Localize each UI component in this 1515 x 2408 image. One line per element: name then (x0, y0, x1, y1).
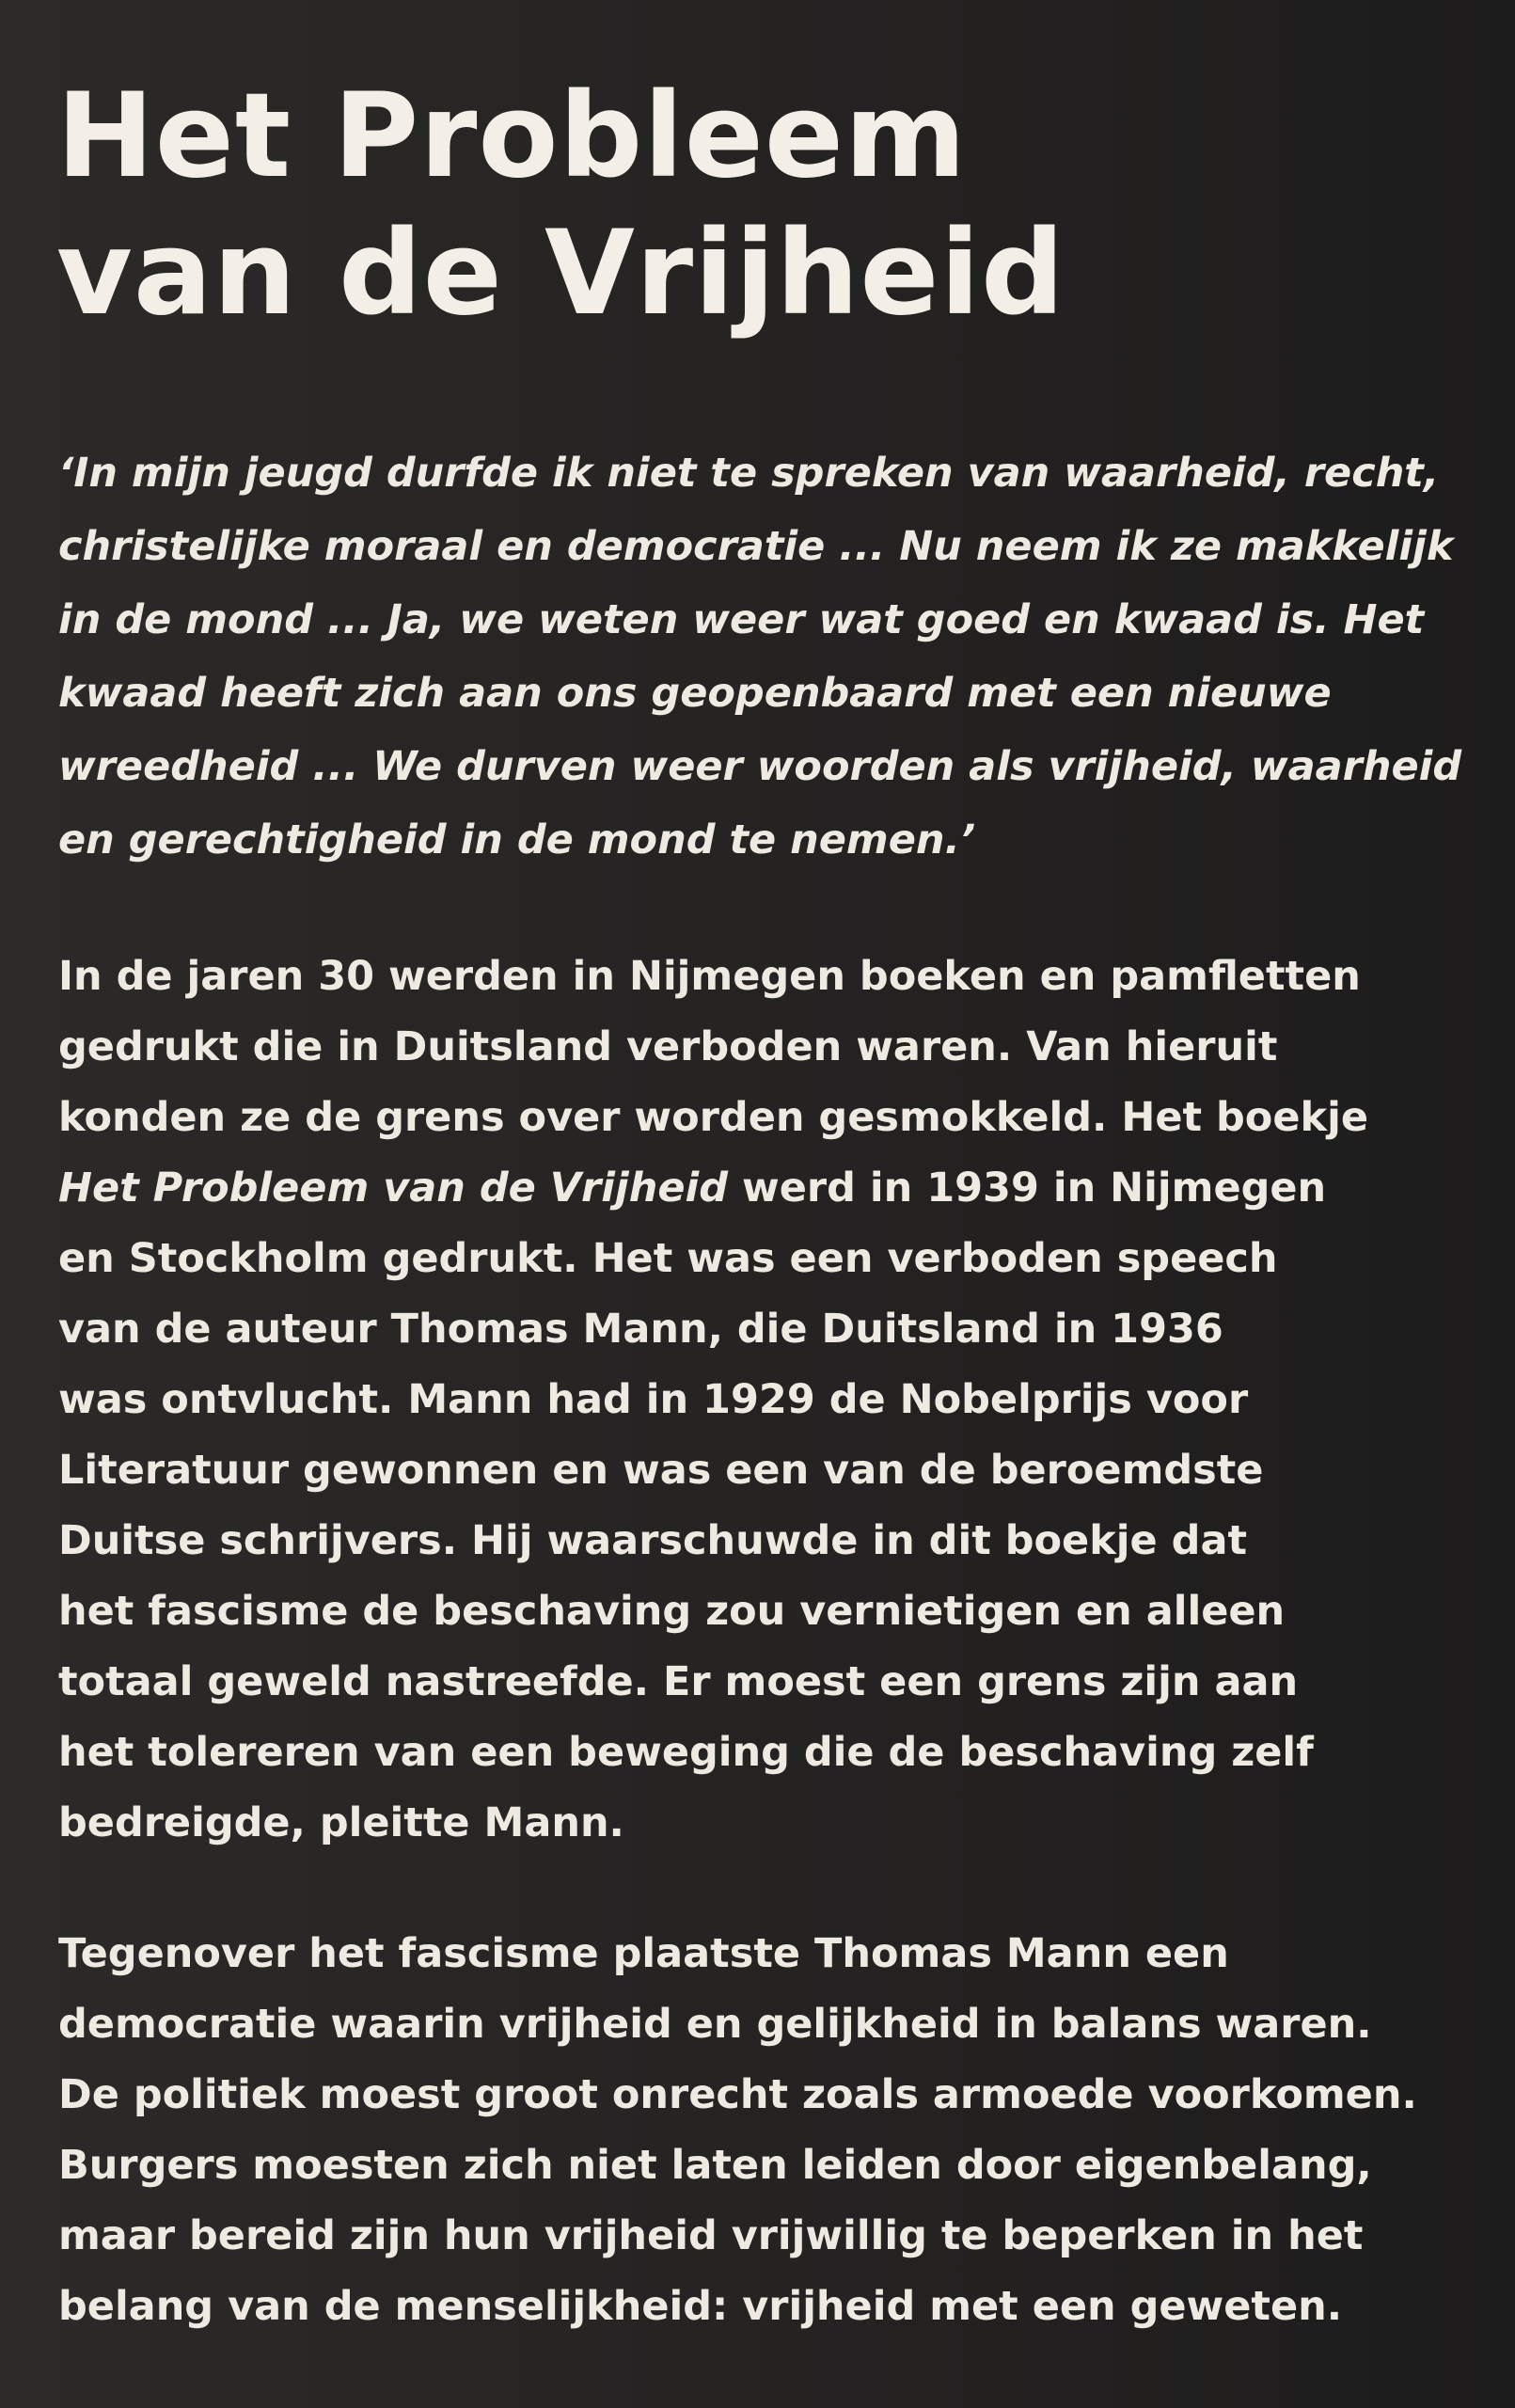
paragraph-line: van de auteur Thomas Mann, die Duitsland in 1936 (58, 1306, 1223, 1353)
body-paragraph-1 (58, 942, 1469, 1859)
title-line-1: Het Probleem (56, 69, 968, 204)
page-title (56, 68, 1373, 342)
quote-block (58, 436, 1469, 877)
paragraph-line: De politiek moest groot onrecht zoals armoede voorkomen. (58, 2071, 1417, 2118)
title-line-2: van de Vrijheid (56, 206, 1065, 341)
paragraph-line: gedrukt die in Duitsland verboden waren. Van hieruit (58, 1023, 1278, 1070)
paragraph-line: het fascisme de beschaving zou vernietigen en alleen (58, 1588, 1286, 1635)
paragraph-line-text: werd in 1939 in Nijmegen (742, 1164, 1327, 1212)
paragraph-line: bedreigde, pleitte Mann. (58, 1799, 624, 1846)
paragraph-line: het tolereren van een beweging die de beschaving zelf (58, 1729, 1314, 1776)
paragraph-line: In de jaren 30 werden in Nijmegen boeken en pamfletten (58, 953, 1361, 1000)
paragraph-line: was ontvlucht. Mann had in 1929 de Nobelprijs voor (58, 1376, 1249, 1423)
quote-line: en gerechtigheid in de mond te nemen.’ (58, 816, 976, 863)
paragraph-line: Tegenover het fascisme plaatste Thomas Mann een (58, 1930, 1229, 1977)
paragraph-line: konden ze de grens over worden gesmokkeld. Het boekje (58, 1094, 1369, 1141)
paragraph-line: maar bereid zijn hun vrijheid vrijwillig te beperken in het (58, 2212, 1364, 2259)
paragraph-line (58, 1153, 1469, 1224)
quote-line: christelijke moraal en democratie ... Nu neem ik ze makkelijk (58, 523, 1454, 570)
paragraph-line: Burgers moesten zich niet laten leiden door eigenbelang, (58, 2142, 1372, 2189)
body-paragraph-2 (58, 1919, 1469, 2342)
paragraph-line: Literatuur gewonnen en was een van de beroemdste (58, 1447, 1264, 1494)
book-title: Het Probleem van de Vrijheid (58, 1164, 729, 1212)
paragraph-line: Duitse schrijvers. Hij waarschuwde in dit boekje dat (58, 1517, 1248, 1564)
quote-line: wreedheid ... We durven weer woorden als vrijheid, waarheid (58, 743, 1462, 790)
quote-line: kwaad heeft zich aan ons geopenbaard met een nieuwe (58, 670, 1332, 717)
paragraph-line: democratie waarin vrijheid en gelijkheid in balans waren. (58, 2001, 1372, 2048)
paragraph-line: en Stockholm gedrukt. Het was een verboden speech (58, 1235, 1278, 1282)
paragraph-line: totaal geweld nastreefde. Er moest een grens zijn aan (58, 1658, 1299, 1705)
quote-line: in de mond ... Ja, we weten weer wat goed en kwaad is. Het (58, 596, 1425, 643)
quote-line: ‘In mijn jeugd durfde ik niet te spreken van waarheid, recht, (58, 450, 1440, 497)
paragraph-line: belang van de menselijkheid: vrijheid met een geweten. (58, 2283, 1343, 2330)
